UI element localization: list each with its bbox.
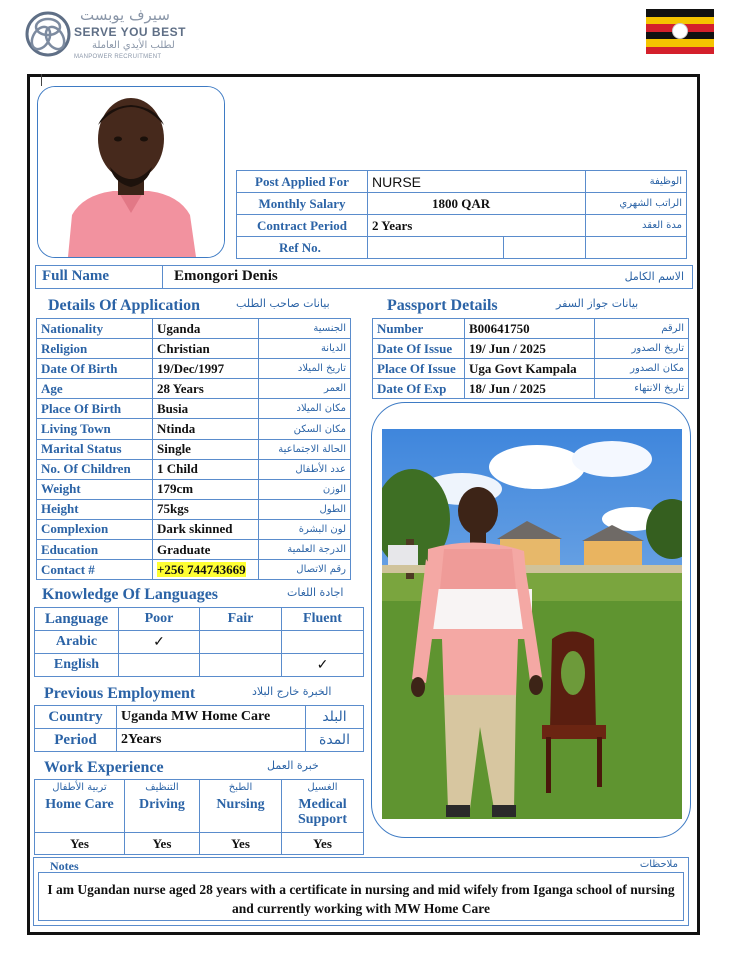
passport-row-arabic: تاريخ الانتهاء [595, 379, 689, 399]
salary-row [237, 193, 687, 215]
passport-row [373, 379, 689, 399]
salary-value: 1800 QAR [368, 193, 586, 215]
experience-arabic: تربية الأطفال [52, 782, 107, 793]
logo-subtitle: MANPOWER RECRUITMENT [74, 54, 162, 60]
details-title-arabic: بيانات صاحب الطلب [236, 297, 330, 310]
details-row [37, 519, 351, 539]
details-row-arabic: الجنسية [259, 319, 351, 339]
ref-arabic [586, 237, 687, 259]
experience-column [125, 780, 200, 833]
experience-title-arabic: خبرة العمل [267, 759, 319, 772]
salary-label: Monthly Salary [237, 193, 368, 215]
details-row-arabic: الحالة الاجتماعية [259, 439, 351, 459]
passport-row [373, 319, 689, 339]
experience-arabic: التنظيف [145, 782, 179, 793]
details-row [37, 439, 351, 459]
country-arabic: البلد [306, 706, 364, 729]
details-row [37, 560, 351, 580]
full-name-arabic: الاسم الكامل [624, 270, 684, 283]
logo-icon [24, 10, 72, 58]
experience-arabic: الغسيل [307, 782, 338, 793]
details-row [37, 359, 351, 379]
period-value: 2Years [117, 729, 306, 752]
employment-row [35, 729, 364, 752]
details-row-value: 179cm [153, 479, 259, 499]
post-row [237, 171, 687, 193]
details-row-arabic: الديانة [259, 339, 351, 359]
experience-value-row [35, 833, 364, 855]
details-row-arabic: مكان الميلاد [259, 399, 351, 419]
details-row [37, 479, 351, 499]
experience-value: Yes [282, 833, 364, 855]
experience-column [35, 780, 125, 833]
passport-row-value: B00641750 [465, 319, 595, 339]
contract-row [237, 215, 687, 237]
language-fluent [282, 631, 364, 654]
passport-row-label: Date Of Exp [373, 379, 465, 399]
details-row [37, 399, 351, 419]
details-row-label: Living Town [37, 419, 153, 439]
details-row-value [153, 560, 259, 580]
details-row-label: Age [37, 379, 153, 399]
language-row-english [35, 654, 364, 677]
details-row-label: Complexion [37, 519, 153, 539]
details-row-arabic: عدد الأطفال [259, 459, 351, 479]
passport-row [373, 359, 689, 379]
headshot-photo [37, 86, 225, 258]
passport-row [373, 339, 689, 359]
passport-row-arabic: مكان الصدور [595, 359, 689, 379]
details-row-value: Ntinda [153, 419, 259, 439]
passport-row-value: Uga Govt Kampala [465, 359, 595, 379]
details-row-label: Place Of Birth [37, 399, 153, 419]
details-row-label: Weight [37, 479, 153, 499]
details-row-value: Christian [153, 339, 259, 359]
passport-row-label: Date Of Issue [373, 339, 465, 359]
ref-row [237, 237, 687, 259]
logo-arabic-text: سيرف يوبست [80, 6, 170, 24]
passport-row-arabic: تاريخ الصدور [595, 339, 689, 359]
salary-arabic: الراتب الشهري [586, 193, 687, 215]
details-row [37, 419, 351, 439]
details-row-value: 75kgs [153, 499, 259, 519]
details-row-value: Single [153, 439, 259, 459]
language-fluent: ✓ [282, 654, 364, 677]
details-row-value: 1 Child [153, 459, 259, 479]
details-row-value: Busia [153, 399, 259, 419]
poor-header: Poor [119, 608, 200, 631]
passport-title: Passport Details [387, 297, 498, 314]
passport-row-arabic: الرقم [595, 319, 689, 339]
details-row-label: Nationality [37, 319, 153, 339]
logo-arabic-subtitle: لطلب الأيدي العاملة [92, 40, 175, 51]
experience-table [34, 779, 364, 855]
experience-value: Yes [200, 833, 282, 855]
notes-text: I am Ugandan nurse aged 28 years with a certificate in nursing and mid wifely from Iganga school of nursing and currently working with MW Home Care [47, 882, 675, 916]
passport-title-arabic: بيانات جواز السفر [556, 297, 639, 310]
language-name: English [35, 654, 119, 677]
language-name: Arabic [35, 631, 119, 654]
languages-title: Knowledge Of Languages [42, 586, 219, 603]
details-row-label: No. Of Children [37, 459, 153, 479]
period-arabic: المدة [306, 729, 364, 752]
details-row-label: Religion [37, 339, 153, 359]
passport-table [372, 318, 689, 399]
passport-row-label: Place Of Issue [373, 359, 465, 379]
full-name-value: Emongori Denis [174, 268, 278, 284]
experience-value: Yes [125, 833, 200, 855]
fluent-header: Fluent [282, 608, 364, 631]
details-row-arabic: لون البشرة [259, 519, 351, 539]
passport-row-value: 19/ Jun / 2025 [465, 339, 595, 359]
employment-title-arabic: الخبرة خارج البلاد [252, 685, 332, 698]
passport-row-value: 18/ Jun / 2025 [465, 379, 595, 399]
notes-box [33, 857, 689, 926]
language-poor: ✓ [119, 631, 200, 654]
details-row [37, 499, 351, 519]
details-row-value: Uganda [153, 319, 259, 339]
fair-header: Fair [200, 608, 282, 631]
details-row-arabic: الوزن [259, 479, 351, 499]
post-table [236, 170, 687, 259]
details-row [37, 319, 351, 339]
language-poor [119, 654, 200, 677]
employment-row [35, 706, 364, 729]
languages-header-row [35, 608, 364, 631]
passport-row-label: Number [373, 319, 465, 339]
post-label: Post Applied For [237, 171, 368, 193]
experience-label: Driving [139, 797, 185, 812]
contract-arabic: مدة العقد [586, 215, 687, 237]
details-row-value: 28 Years [153, 379, 259, 399]
frame-mark [41, 74, 42, 86]
language-row-arabic [35, 631, 364, 654]
ref-value [368, 237, 504, 259]
details-row-arabic: مكان السكن [259, 419, 351, 439]
post-arabic: الوظيفة [586, 171, 687, 193]
details-table [36, 318, 351, 580]
post-value: NURSE [368, 171, 586, 193]
details-row-arabic: الدرجة العلمية [259, 540, 351, 560]
details-row-label: Date Of Birth [37, 359, 153, 379]
experience-label: Nursing [216, 797, 265, 812]
experience-arabic: الطبخ [228, 782, 253, 793]
details-row-arabic: تاريخ الميلاد [259, 359, 351, 379]
language-fair [200, 654, 282, 677]
full-body-photo [371, 402, 691, 838]
details-title: Details Of Application [48, 297, 201, 314]
experience-column [200, 780, 282, 833]
country-label: Country [35, 706, 117, 729]
notes-label-arabic: ملاحظات [639, 859, 678, 870]
details-row-value: 19/Dec/1997 [153, 359, 259, 379]
period-label: Period [35, 729, 117, 752]
notes-label: Notes [50, 859, 79, 873]
logo-name: SERVE YOU BEST [74, 25, 186, 39]
contract-value: 2 Years [368, 215, 586, 237]
contact-number-highlight: +256 744743669 [157, 561, 246, 577]
details-row [37, 540, 351, 560]
languages-table [34, 607, 364, 677]
language-header: Language [35, 608, 119, 631]
full-name-row [35, 265, 693, 289]
details-row-arabic: الطول [259, 499, 351, 519]
details-row-label: Contact # [37, 560, 153, 580]
full-name-label: Full Name [42, 268, 110, 284]
experience-label: Home Care [45, 797, 114, 812]
country-value: Uganda MW Home Care [117, 706, 306, 729]
uganda-flag-icon [646, 9, 714, 54]
ref-label: Ref No. [237, 237, 368, 259]
details-row-value: Graduate [153, 540, 259, 560]
experience-header-row [35, 780, 364, 833]
details-row [37, 379, 351, 399]
employment-title: Previous Employment [44, 685, 196, 702]
details-row-arabic: العمر [259, 379, 351, 399]
details-row [37, 459, 351, 479]
details-row-label: Marital Status [37, 439, 153, 459]
contract-label: Contract Period [237, 215, 368, 237]
experience-title: Work Experience [44, 759, 164, 776]
ref-empty [504, 237, 586, 259]
experience-value: Yes [35, 833, 125, 855]
details-row-value: Dark skinned [153, 519, 259, 539]
experience-label: Medical Support [297, 797, 348, 827]
experience-column [282, 780, 364, 833]
language-fair [200, 631, 282, 654]
languages-title-arabic: اجادة اللغات [287, 586, 344, 599]
details-row-arabic: رقم الاتصال [259, 560, 351, 580]
details-row-label: Education [37, 540, 153, 560]
details-row-label: Height [37, 499, 153, 519]
employment-table [34, 705, 364, 752]
details-row [37, 339, 351, 359]
